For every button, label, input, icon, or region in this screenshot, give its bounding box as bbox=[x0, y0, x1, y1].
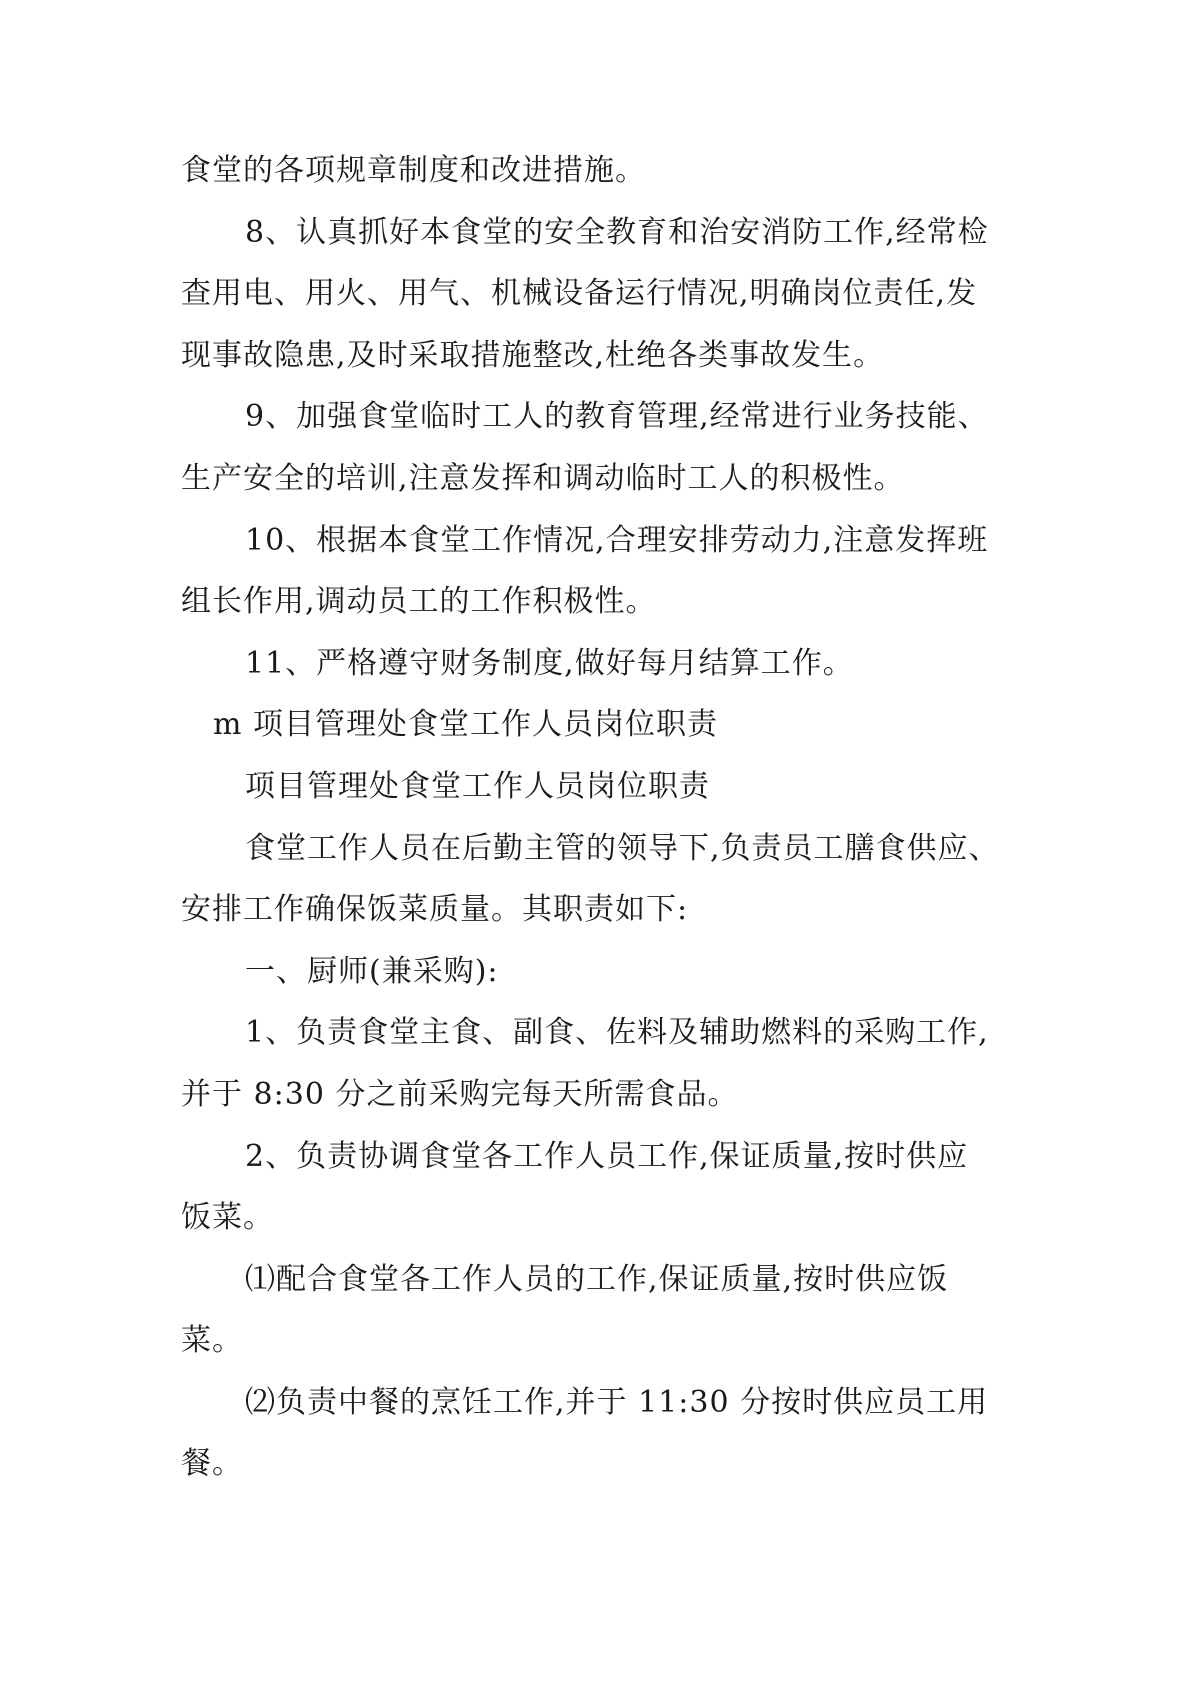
text-line: ⑵负责中餐的烹饪工作,并于 11:30 分按时供应员工用 bbox=[245, 1384, 989, 1420]
section-title: 项目管理处食堂工作人员岗位职责 bbox=[245, 768, 710, 804]
text-line: 生产安全的培训,注意发挥和调动临时工人的积极性。 bbox=[181, 460, 905, 496]
text-line: 10、根据本食堂工作情况,合理安排劳动力,注意发挥班 bbox=[245, 522, 989, 558]
text-line: 并于 8:30 分之前采购完每天所需食品。 bbox=[181, 1076, 739, 1112]
text-line: 2、负责协调食堂各工作人员工作,保证质量,按时供应 bbox=[245, 1138, 969, 1174]
text-line: 查用电、用火、用气、机械设备运行情况,明确岗位责任,发 bbox=[181, 276, 978, 312]
text-line: 菜。 bbox=[181, 1323, 243, 1359]
text-line: 11、严格遵守财务制度,做好每月结算工作。 bbox=[245, 645, 854, 681]
text-line: 8、认真抓好本食堂的安全教育和治安消防工作,经常检 bbox=[245, 214, 989, 250]
text-line: 9、加强食堂临时工人的教育管理,经常进行业务技能、 bbox=[245, 399, 989, 435]
text-line: 饭菜。 bbox=[181, 1200, 274, 1236]
text-line: ⑴配合食堂各工作人员的工作,保证质量,按时供应饭 bbox=[245, 1261, 949, 1297]
document-body bbox=[181, 140, 1011, 1495]
text-line: 组长作用,调动员工的工作积极性。 bbox=[181, 584, 657, 620]
subsection-heading: 一、厨师(兼采购): bbox=[245, 953, 499, 989]
text-line: 现事故隐患,及时采取措施整改,杜绝各类事故发生。 bbox=[181, 337, 885, 373]
text-line: 食堂的各项规章制度和改进措施。 bbox=[181, 153, 646, 188]
text-line: 1、负责食堂主食、副食、佐料及辅助燃料的采购工作, bbox=[245, 1015, 989, 1051]
text-line: 食堂工作人员在后勤主管的领导下,负责员工膳食供应、 bbox=[245, 830, 1000, 866]
section-heading: m 项目管理处食堂工作人员岗位职责 bbox=[213, 707, 718, 743]
text-line: 餐。 bbox=[181, 1446, 243, 1482]
text-line: 安排工作确保饭菜质量。其职责如下: bbox=[181, 892, 689, 928]
